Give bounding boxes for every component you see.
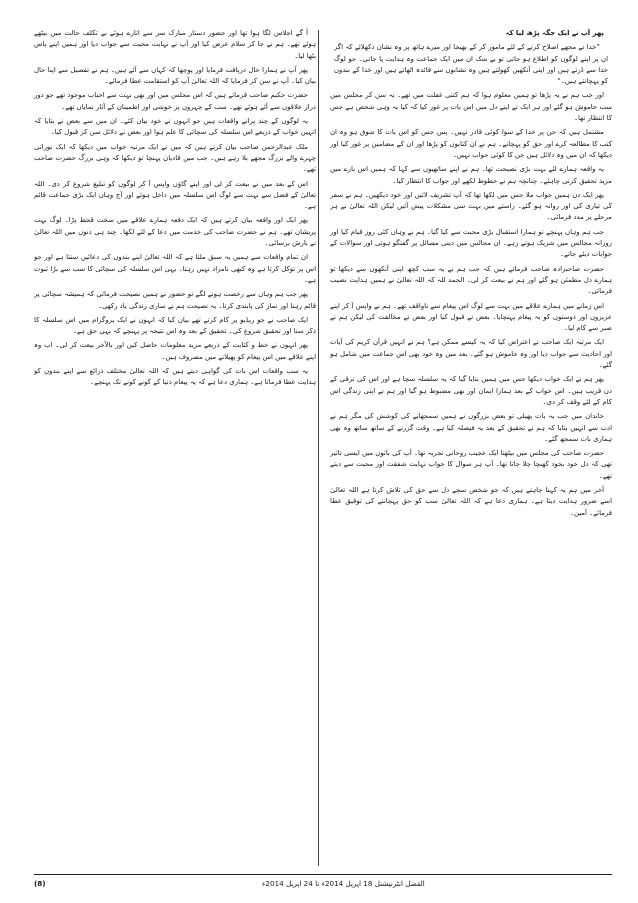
paragraph: حضرت صاحب کی مجلس میں بیٹھنا ایک عجیب روحانی تجربہ تھا۔ آپ کی باتوں میں ایسی تاثیر تھی کہ دل خود بخود کھنچا چلا جاتا تھا۔ آپ ہر سوال کا جواب نہایت شفقت اور محبت سے دیتے تھے۔ [330,449,612,480]
left-column [34,28,316,868]
paragraph: آ گے اجلاس لگا ہوا تھا اور حضور دستار مبارک سر سے اتارے ہوئے بے تکلف حالت میں بیٹھے ہوئے تھے۔ ہم نے جا کر سلام عرض کیا اور آپ نے نہایت محبت سے جواب دیا اور ہمیں اپنے پاس بٹھا لیا۔ [34,29,316,60]
column-divider [318,30,319,866]
paragraph: حضرت حکیم صاحب فرماتے ہیں کہ اس مجلس میں اور بھی بہت سے احباب موجود تھے جو دور دراز علاقوں سے آئے ہوئے تھے۔ سب کے چہروں پر خوشی اور اطمینان کے آثار نمایاں تھے۔ [34,91,316,111]
paragraph: پھر آپ نے ہمارا حال دریافت فرمایا اور پوچھا کہ کہاں سے آئے ہیں۔ ہم نے تفصیل سے اپنا حال بیان کیا۔ آپ نے سن کر فرمایا کہ اللہ تعالیٰ آپ کو استقامت عطا فرمائے۔ [34,65,316,86]
issue-date-line: الفضل انٹرنیشنل 18 اپریل 2014ء تا 24 اپریل 2014ء [262,879,425,888]
paragraph: یہ واقعہ ہمارے لئے بہت بڑی نصیحت تھا۔ ہم نے اپنے ساتھیوں سے کہا کہ ہمیں اس بارے میں مزید تحقیق کرنی چاہئے۔ چنانچہ ہم نے خطوط لکھے اور جواب کا انتظار کیا۔ [330,165,612,185]
paragraph: اس زمانے میں ہمارے علاقے میں بہت سے لوگ اس پیغام سے ناواقف تھے۔ ہم نے واپس آ کر اپنے عزیزوں اور دوستوں کو یہ پیغام پہنچایا۔ بعض نے قبول کیا اور بعض نے مخالفت کی لیکن ہم نے صبر سے کام لیا۔ [330,301,612,333]
paragraph: پھر ہم نے ایک خواب دیکھا جس میں ہمیں بتایا گیا کہ یہ سلسلہ سچا ہے اور اس کی ترقی کے دن قریب ہیں۔ اس خواب کے بعد ہمارا ایمان اور بھی مضبوط ہو گیا اور ہم نے اپنی زندگی اس کام کے لئے وقف کر دی۔ [330,375,612,406]
paragraph: ان تمام واقعات سے ہمیں یہ سبق ملتا ہے کہ اللہ تعالیٰ اپنے بندوں کی دعائیں سنتا ہے اور جو اس پر توکل کرتا ہے وہ کبھی نامراد نہیں رہتا۔ یہی اس سلسلہ کی سچائی کا سب سے بڑا ثبوت ہے۔ [34,253,316,284]
page-footer [34,874,612,891]
paragraph: اور جب ہم نے یہ پڑھا تو ہمیں معلوم ہوا کہ ہم کتنی غفلت میں تھے۔ یہ سن کر مجلس میں سب خاموش ہو گئے اور ہر ایک نے اپنے دل میں اس بات پر غور کیا کہ کیا یہ وہی شخص ہے جس کا انتظار تھا۔ [330,91,612,123]
paragraph: حضرت صاحبزادہ صاحب فرماتے ہیں کہ جب ہم نے یہ سب کچھ اپنی آنکھوں سے دیکھا تو ہمارے دل مطمئن ہو گئے اور ہم نے بیعت کر لی۔ الحمد للہ کہ اللہ تعالیٰ نے ہمیں ہدایت نصیب فرمائی۔ [330,264,612,296]
paragraph: پھر انہوں نے خط و کتابت کے ذریعے مزید معلومات حاصل کیں اور بالآخر بیعت کر لی۔ اب وہ اپنے علاقے میں اس پیغام کو پھیلانے میں مصروف ہیں۔ [34,341,316,361]
page-number: (8) [34,879,46,888]
paragraph: پھر ایک اور واقعہ بیان کرتے ہیں کہ ایک دفعہ ہمارے علاقے میں سخت قحط پڑا۔ لوگ بہت پریشان تھے۔ ہم نے حضرت صاحب کی خدمت میں دعا کے لئے لکھا۔ چند ہی دنوں میں اللہ تعالیٰ نے بارش برسائی۔ [34,216,316,248]
paragraph: جب ہم وہاں پہنچے تو ہمارا استقبال بڑی محبت سے کیا گیا۔ ہم نے وہاں کئی روز قیام کیا اور روزانہ مجالس میں شریک ہوتے رہے۔ ان مجالس میں دینی مسائل پر گفتگو ہوتی اور سوالات کے جوابات دیئے جاتے۔ [330,227,612,259]
paragraph: مشتمل ہیں کہ جن پر خدا کے سوا کوئی قادر نہیں۔ پس جس کو اس بات کا شوق ہو وہ ان کتب کا مطالعہ کرے اور حق کو پہچانے۔ ہم نے ان کتابوں کو پڑھا اور ان کے مضامین پر غور کیا اور دیکھا کہ ان میں وہ دلائل ہیں جن کا کوئی جواب نہیں۔ [330,128,612,159]
paragraph: ایک صاحب نے جو ریڈیو پر کام کرتے تھے بیان کیا کہ انہوں نے ایک پروگرام میں اس سلسلہ کا ذکر سنا اور تحقیق شروع کی۔ تحقیق کے بعد وہ اس نتیجہ پر پہنچے کہ یہی حق ہے۔ [34,315,316,336]
paragraph: پھر آپ نے ایک جگہ پڑھ لیا کہ [505,29,604,37]
paragraph: یہ سب واقعات اس بات کی گواہی دیتے ہیں کہ اللہ تعالیٰ مختلف ذرائع سے اپنے بندوں کو ہدایت عطا فرماتا ہے۔ ہماری دعا ہے کہ یہ پیغام دنیا کے کونے کونے تک پہنچے۔ [34,367,316,387]
paragraph: ملک عبدالرحمن صاحب بیان کرتے ہیں کہ میں نے ایک مرتبہ خواب میں دیکھا کہ ایک نورانی چہرے والے بزرگ مجھے بلا رہے ہیں۔ جب میں قادیان پہنچا تو دیکھا کہ وہی بزرگ حضرت صاحب تھے۔ [34,142,316,174]
paragraph: اس کے بعد میں نے بیعت کر لی اور اپنے گاؤں واپس آ کر لوگوں کو تبلیغ شروع کر دی۔ اللہ تعالیٰ کے فضل سے بہت سے لوگ اس سلسلہ میں داخل ہوئے اور آج وہاں ایک بڑی جماعت قائم ہے۔ [34,179,316,211]
paragraph: یہ لوگوں کے چند پرانے واقعات ہیں جو انہوں نے خود بیان کئے۔ ان میں سے بعض نے بتایا کہ انہیں خواب کے ذریعے اس سلسلہ کی سچائی کا علم ہوا اور بعض نے دلائل سن کر قبول کیا۔ [34,117,316,137]
paragraph: پھر ایک دن ہمیں جواب ملا جس میں لکھا تھا کہ آپ تشریف لائیں اور خود دیکھیں۔ ہم نے سفر کی تیاری کی اور روانہ ہو گئے۔ راستے میں بہت سی مشکلات پیش آئیں لیکن اللہ تعالیٰ نے ہر مرحلے پر مدد فرمائی۔ [330,190,612,222]
right-column [330,28,612,868]
paragraph: پھر جب ہم وہاں سے رخصت ہونے لگے تو حضور نے ہمیں نصیحت فرمائی کہ ہمیشہ سچائی پر قائم رہنا اور نماز کی پابندی کرنا۔ یہ نصیحت ہم نے ساری زندگی یاد رکھی۔ [34,290,316,310]
paragraph: ”خدا نے مجھے اصلاح کرنے کے لئے مامور کر کے بھیجا اور میرے ہاتھ پر وہ نشان دکھلائے کہ اگر ان پر اپنے لوگوں کو اطلاع ہو جاتی تو بے شک ان میں ایک جماعت وہ ہدایت پا جاتی۔ جو لوگ خدا سے ڈرتے ہیں اور اپنی آنکھیں کھولتے ہیں وہ نشانوں سے فائدہ اٹھاتے ہیں اور خدا کے بندوں کو پہچانتے ہیں۔“ [334,43,608,86]
paragraph: خاندان میں جب یہ بات پھیلی تو بعض بزرگوں نے ہمیں سمجھانے کی کوشش کی مگر ہم نے ادب سے انہیں بتایا کہ ہم نے تحقیق کے بعد یہ فیصلہ کیا ہے۔ وقت گزرنے کے ساتھ ساتھ وہ بھی ہماری بات سمجھ گئے۔ [330,412,612,443]
paragraph: ایک مرتبہ ایک صاحب نے اعتراض کیا کہ یہ کیسے ممکن ہے؟ ہم نے انہیں قرآن کریم کی آیات اور احادیث سے جواب دیا اور وہ خاموش ہو گئے۔ بعد میں وہ خود بھی اس جماعت میں شامل ہو گئے۔ [330,338,612,370]
paragraph: آخر میں ہم یہ کہنا چاہتے ہیں کہ جو شخص سچے دل سے حق کی تلاش کرتا ہے اللہ تعالیٰ اسے ضرور ہدایت دیتا ہے۔ ہماری دعا ہے کہ اللہ تعالیٰ سب کو حق پہچاننے کی توفیق عطا فرمائے۔ آمین۔ [330,485,612,517]
